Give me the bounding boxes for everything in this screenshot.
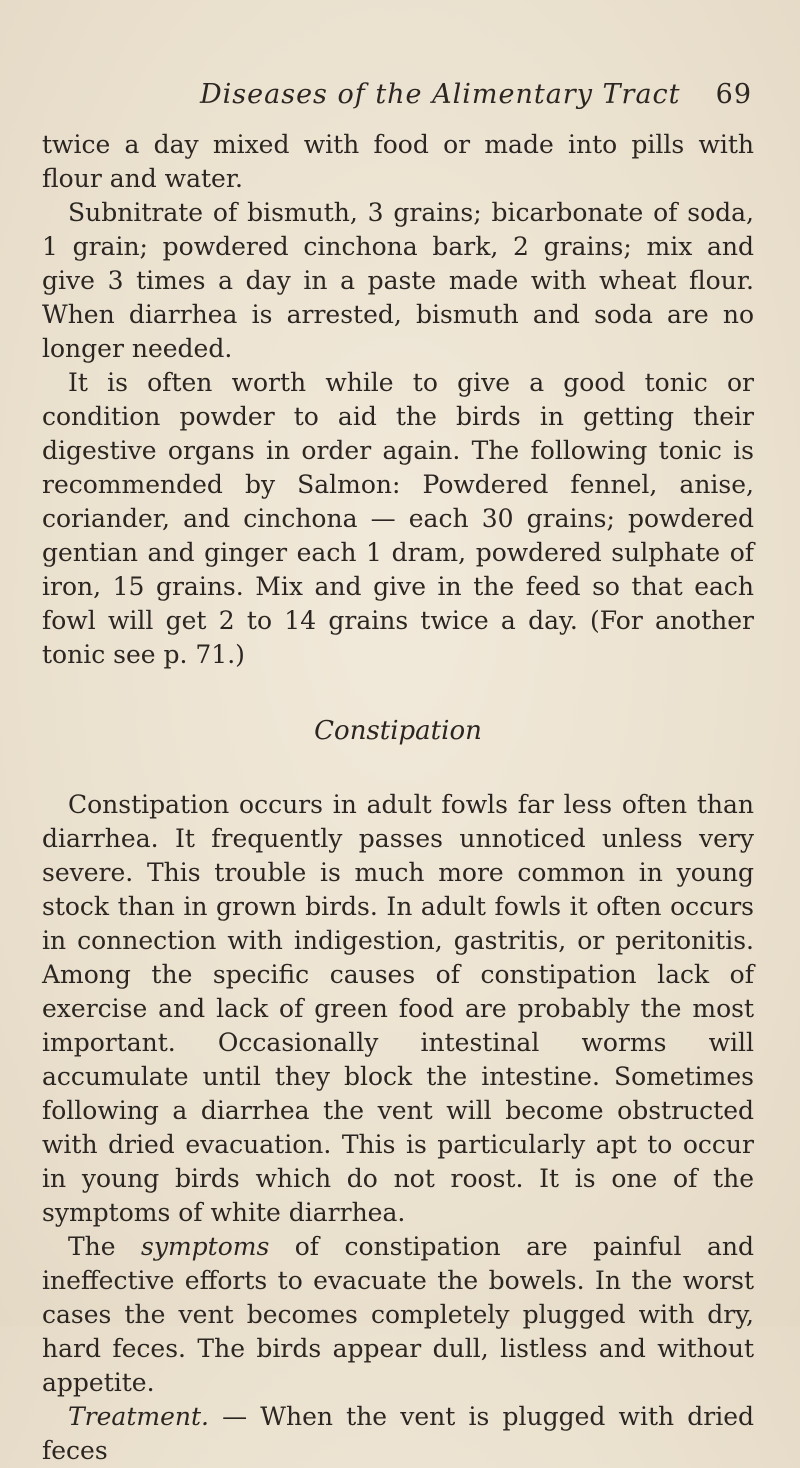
paragraph-continuation: twice a day mixed with food or made into pills with flour and water. xyxy=(42,130,754,193)
page-number: 69 xyxy=(715,79,752,110)
treatment-text: — When the vent is plugged with dried feces xyxy=(42,1402,754,1465)
paragraph-constipation-causes: Constipation occurs in adult fowls far less often than diarrhea. It frequently passes unnoticed unless very severe. This trouble is much more common in young stock than in grown birds. In adult fowls it often occurs in connection with indigestion, gastritis, or peritonitis. Among the specific causes of constipation lack of exercise and lack of green food are probably the most important. Occasionally intestinal worms will accumulate until they block the intestine. Sometimes following a diarrhea the vent will become obstructed with dried evacuation. This is particularly apt to occur in young birds which do not roost. It is one of the symptoms of white diarrhea. xyxy=(42,790,754,1227)
treatment-emphasis: Treatment. xyxy=(68,1402,209,1431)
paragraph-tonic: It is often worth while to give a good tonic or condition powder to aid the birds in getting their digestive organs in order again. The following tonic is recommended by Salmon: Powdered fennel, anise, coriander, and cinchona — each 30 grains; powdered gentian and ginger each 1 dram, powdered sulphate of iron, 15 grains. Mix and give in the feed so that each fowl will get 2 to 14 grains twice a day. (For another tonic see p. 71.) xyxy=(42,368,754,669)
symptoms-lead: The xyxy=(68,1232,142,1261)
running-header xyxy=(42,72,754,118)
section-heading: Constipation xyxy=(314,716,482,746)
running-title: Diseases of the Alimentary Tract xyxy=(200,79,681,110)
symptoms-emphasis: symptoms xyxy=(141,1232,270,1261)
paragraph-symptoms xyxy=(42,1230,754,1400)
paragraph-bismuth-treatment: Subnitrate of bismuth, 3 grains; bicarbonate of soda, 1 grain; powdered cinchona bark, 2 grains; mix and give 3 times a day in a paste made with wheat flour. When diarrhea is arrested, bismuth and soda are no longer needed. xyxy=(42,198,754,363)
body-text xyxy=(42,128,754,1468)
symptoms-text: of constipation are painful and ineffective efforts to evacuate the bowels. In the worst cases the vent becomes completely plugged with dry, hard feces. The birds appear dull, listless and without appetite. xyxy=(42,1232,754,1397)
paragraph-treatment xyxy=(42,1400,754,1468)
book-page xyxy=(42,72,754,1468)
